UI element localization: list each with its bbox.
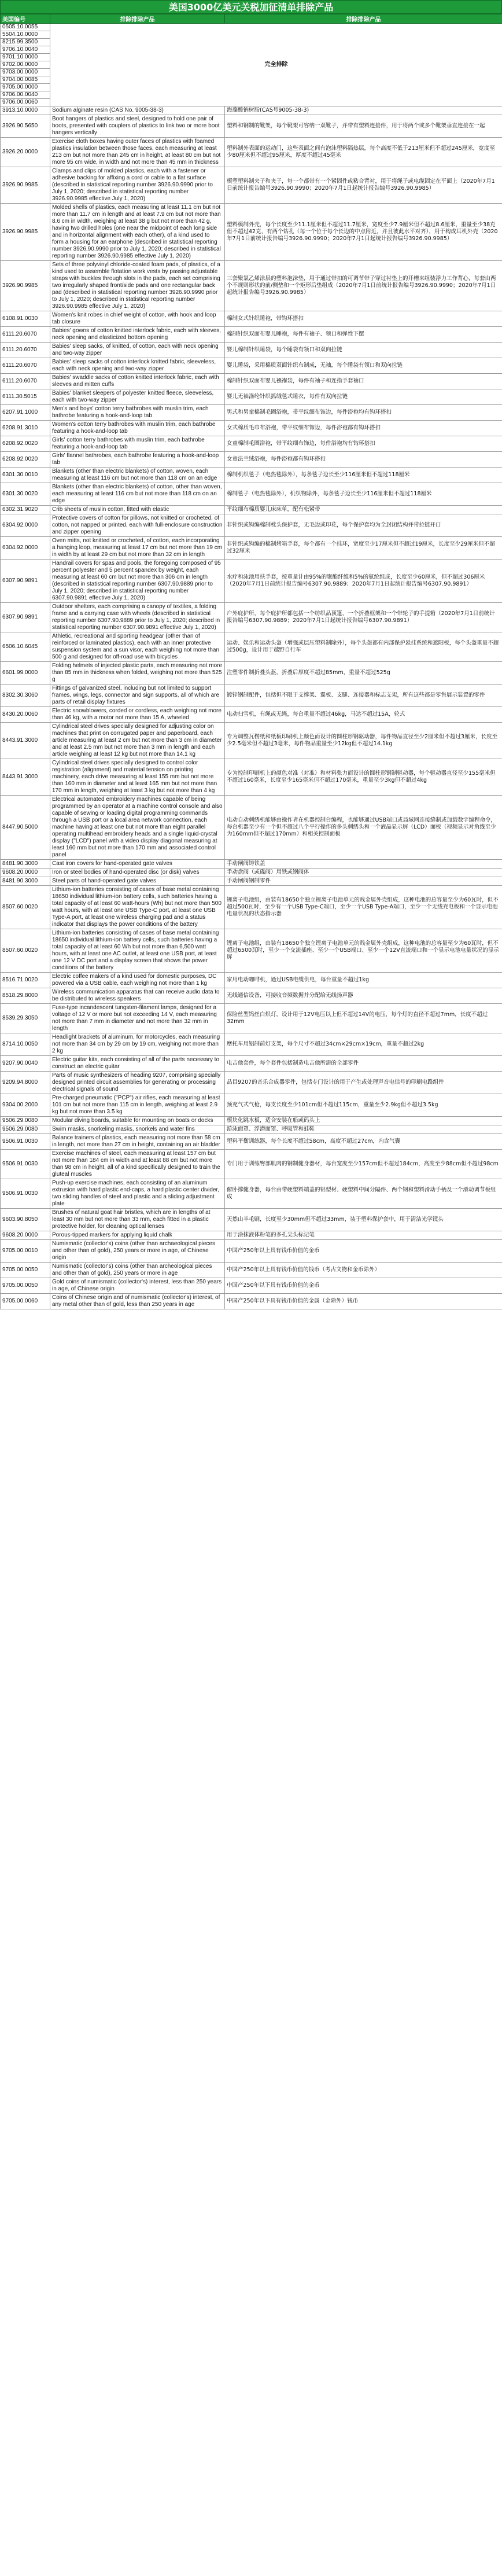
hs-code-cell: 8302.30.3060 — [1, 685, 50, 707]
table-row — [1, 1125, 502, 1134]
hs-code-cell: 9705.00.0000 — [1, 84, 50, 91]
chinese-description-cell: 棉制针织双面布婴儿睡袍，每件有袖子、领口和弹性下摆 — [225, 327, 502, 343]
chinese-description-cell: 中国产250年以下具有钱币价值的金币 — [225, 1278, 502, 1294]
table-row — [1, 514, 502, 537]
english-description-cell: Cast iron covers for hand-operated gate valves — [50, 860, 225, 869]
hs-code-cell: 6506.10.6045 — [1, 632, 50, 662]
hs-code-cell: 6601.99.0000 — [1, 662, 50, 685]
chinese-description-cell: 专为控制印刷机上的颜色对准（对准）和材料张力而设计的圆柱形钢制驱动器，每个驱动器直径至少155毫米但不超过160毫米，长度至少165毫米但不超过170毫米，重量至少3kg但不超过4kg — [225, 759, 502, 796]
table-row — [1, 723, 502, 759]
hs-code-cell: 3926.90.9985 — [1, 167, 50, 204]
table-row — [1, 483, 502, 506]
table-row — [1, 115, 502, 138]
hs-code-cell: 6301.30.0020 — [1, 483, 50, 506]
chinese-description-cell: 家用电动咖啡机，通过USB电缆供电，每台重量不超过1kg — [225, 973, 502, 988]
table-row — [1, 560, 502, 603]
english-description-cell: Outdoor shelters, each comprising a canopy of textiles, a folding frame and a carrying case with wheels (described in statistical reporting number 6307.90.9889 prior to July 1, 2020; described in statistical reporting number 6307.90.9891 effective July 1, 2020) — [50, 603, 225, 632]
chinese-description-cell: 电动自动刺绣机能够由操作者在机器控制台编程，也能够通过USB端口或局域网连接缝制或加载数字编程命令，每台机器至少有一个但不超过八个平行操作的多头刺绣头和一个液晶显示屏（LCD）面板（视频显示对角线至少为160mm但不超过170mm）和相关控制面板 — [225, 796, 502, 860]
table-row — [1, 1240, 502, 1263]
hs-code-cell: 6108.91.0030 — [1, 311, 50, 327]
english-description-cell: Girls' flannel bathrobes, each bathrobe featuring a hook-and-loop tab — [50, 452, 225, 468]
english-description-cell: Babies' blanket sleepers of polyester knitted fleece, sleeveless, each with two-way zipper — [50, 389, 225, 405]
hs-code-cell: 6111.20.6070 — [1, 374, 50, 389]
english-description-cell: Molded shells of plastics, each measuring at least 11.1 cm but not more than 11.7 cm in length and at least 7.9 cm but not more than 8.6 cm in width, weighing at least 38 g but not more than 42 g, having two drilled holes (one near the midpoint of each long side and in horizontal alignment with each other), of a kind used to form a housing for an earphone (described in statistical reporting number 3926.90.9990 prior to July 1, 2020; described in statistical reporting number 3926.90.9985 effective July 1, 2020) — [50, 204, 225, 261]
sheet-title: 美国3000亿美元关税加征清单排除产品 — [0, 0, 502, 14]
english-description-cell: Coins of Chinese origin and of numismatic (collector's) interest, of any metal other than of gold, less than 250 years in age — [50, 1294, 225, 1309]
table-row — [1, 452, 502, 468]
english-description-cell: Women's knit robes in chief weight of cotton, with hook and loop tab closure — [50, 311, 225, 327]
hs-code-cell: 9506.29.0080 — [1, 1125, 50, 1134]
table-row — [1, 421, 502, 436]
chinese-description-cell: 中国产250年以下具有钱币价值的金属（金除外）钱币 — [225, 1294, 502, 1309]
hs-code-cell: 6208.92.0020 — [1, 452, 50, 468]
table-row — [1, 327, 502, 343]
hs-code-cell: 3926.20.0000 — [1, 138, 50, 167]
chinese-description-cell: 塑料和钢制的靴架，每个靴架可容纳一双靴子，并带有塑料连接件，用于将两个或多个靴架垂直连接在一起 — [225, 115, 502, 138]
table-row — [1, 405, 502, 421]
chinese-description-cell: 专为调整瓦楞纸和纸板印刷机上颜色而设计的圆柱形钢驱动器，每件物品直径至少2厘米但不超过3厘米，长度至少2.5毫米但不超过3毫米，每件物品重量至少12kg但不超过14.1kg — [225, 723, 502, 759]
english-description-cell: Steel parts of hand-operated gate valves — [50, 877, 225, 886]
english-description-cell: Push-up exercise machines, each consisting of an aluminum extrusion with hard plastic end-caps, a hard plastic center divider, two sliding handles of steel and plastic and a sliding adjustment plate — [50, 1179, 225, 1209]
english-description-cell: Sets of three polyvinyl chloride-coated foam pads, of plastics, of a kind used to assemble flotation work vests by passing adjustable straps with buckles through slots in the pads, each set comprising two irregularly shaped front/side pads and one rectangular back pad (described in statistical reporting number 3926.90.9990 prior to July 1, 2020; described in statistical reporting number 3926.90.9985 effective July 1, 2020) — [50, 261, 225, 311]
chinese-description-cell: 婴儿无袖涤纶针织抓绒毯式睡衣，每件有双向拉链 — [225, 389, 502, 405]
english-description-cell: Babies' swaddle sacks of cotton knitted interlock fabric, each with sleeves and mitten cuffs — [50, 374, 225, 389]
table-row — [1, 389, 502, 405]
english-description-cell: Babies' sleep sacks, of knitted, of cotton, each with neck opening and two-way zipper — [50, 343, 225, 358]
hs-code-cell: 6304.92.0000 — [1, 514, 50, 537]
english-description-cell: Numismatic (collector's) coins (other than archeological pieces and other than of gold), 250 years or more in age — [50, 1263, 225, 1278]
english-description-cell: Crib sheets of muslin cotton, fitted with elastic — [50, 506, 225, 514]
hs-code-cell: 8430.20.0060 — [1, 707, 50, 723]
table-row — [1, 358, 502, 374]
chinese-description-cell: 俯卧撑健身器，每台由带硬塑料端盖的铝型材、硬塑料中间分隔件、两个钢和塑料滑动手柄及一个滑动调节板组成 — [225, 1179, 502, 1209]
english-description-cell: Fuse-type incandescent tungsten-filament lamps, designed for a voltage of 12 V or more but not exceeding 14 V, each measuring not more than 7 mm in diameter and not more than 32 mm in length — [50, 1004, 225, 1033]
hs-code-cell: 3913.10.0000 — [1, 106, 50, 115]
english-description-cell: Numismatic (collector's) coins (other than archaeological pieces and other than of gold), 250 years or more in age, of Chinese origin — [50, 1240, 225, 1263]
english-description-cell: Exercise cloth boxes having outer faces of plastics with foamed plastics insulation between those faces, each measuring at least 213 cm but not more than 245 cm in height, at least 80 cm but not more 95 cm wide, in width and not more than 45 mm in thickness — [50, 138, 225, 167]
english-description-cell: Exercise machines of steel, each measuring at least 157 cm but not more than 184 cm in width and at least 88 cm but not more than 98 cm in height, all of a kind specifically designed to train the gluteal muscles — [50, 1150, 225, 1179]
hs-code-cell: 9209.94.8000 — [1, 1072, 50, 1094]
english-description-cell: Swim masks, snorkeling masks, snorkels and water fins — [50, 1125, 225, 1134]
english-description-cell: Fittings of galvanized steel, including but not limited to support frames, wings, legs, connector and sign supports, all of which are parts of retail display fixtures — [50, 685, 225, 707]
hs-code-cell: 9706.00.0060 — [1, 99, 50, 106]
column-header-english: 排除排除产品 — [50, 14, 225, 24]
chinese-description-cell: 三套聚氯乙烯涂层的塑料泡沫垫，用于通过带扣的可调节带子穿过衬垫上的开槽来组装浮力工作背心，每套由两个不规则形状的前/侧垫和一个矩形后垫组成（2020年7月1日前统计报告编号3926.90.9990；2020年7月1日起统计报告编号3926.90.9985） — [225, 261, 502, 311]
hs-code-cell: 9608.20.0000 — [1, 1231, 50, 1240]
hs-code-cell: 6307.90.9891 — [1, 560, 50, 603]
hs-code-cell: 8516.71.0020 — [1, 973, 50, 988]
english-description-cell: Electric coffee makers of a kind used for domestic purposes, DC powered via a USB cable, each weighing not more than 1 kg — [50, 973, 225, 988]
chinese-description-cell: 保险丝型钨丝白炽灯，设计用于12V电压以上但不超过14V的电压，每个灯的直径不超过7mm，长度不超过32mm — [225, 1004, 502, 1033]
hs-code-cell: 9207.90.0040 — [1, 1056, 50, 1072]
hs-code-cell: 6111.20.6070 — [1, 343, 50, 358]
table-row — [1, 886, 502, 929]
chinese-description-cell: 锂离子电池组，由装有18650个独立锂离子电池单元的贱金属外壳组成，这种电池的总容量至少为60瓦时，但不超过6500瓦时，至少一个交流插座、至少一个USB端口、至少一个12V直流端口和一个显示电池电量状况的显示屏 — [225, 929, 502, 973]
hs-code-cell: 8714.10.0050 — [1, 1033, 50, 1056]
table-row — [1, 1056, 502, 1072]
chinese-description-cell: 游泳面罩、浮潜面罩、呼吸管和蛙鞋 — [225, 1125, 502, 1134]
english-description-cell: Men's and boys' cotton terry bathrobes with muslin trim, each bathrobe featuring a hook-and-loop tab — [50, 405, 225, 421]
table-row — [1, 929, 502, 973]
hs-code-cell: 8443.91.3000 — [1, 759, 50, 796]
chinese-description-cell: 注塑零件制折叠头盔，折叠后厚度不超过85mm，重量不超过525g — [225, 662, 502, 685]
table-row — [1, 167, 502, 204]
chinese-description-cell: 手动盘阀（或碟阀）用铁或钢阀体 — [225, 869, 502, 877]
chinese-description-cell: 镀锌钢制配件，包括但不限于支撑架、翼板、支腿、连接器和标志支架，所有这些都是零售展示装置的零件 — [225, 685, 502, 707]
table-row — [1, 988, 502, 1004]
hs-code-cell: 8518.29.8000 — [1, 988, 50, 1004]
table-row — [1, 537, 502, 560]
english-description-cell: Cylindrical steel drives specially designed for adjusting color on machines that print on corrugated paper and paperboard, each article measuring at least 2 cm but not more than 3 cm in diameter and at least 2.5 mm but not more than 3 mm in length and each article weighing at least 12 kg but not more than 14.1 kg — [50, 723, 225, 759]
english-description-cell: Boot hangers of plastics and steel, designed to hold one pair of boots, presented with couplers of plastics to link two or more boot hangers vertically — [50, 115, 225, 138]
english-description-cell: Electric snowblowers, corded or cordless, each weighing not more than 46 kg, with a motor not more than 15 A, wheeled — [50, 707, 225, 723]
column-header-chinese: 排除排除产品 — [225, 14, 502, 24]
chinese-description-cell: 模块化跳水板，适合安装在船或码头上 — [225, 1117, 502, 1125]
table-row — [1, 1294, 502, 1309]
merged-exclusion-cell: 完全排除 — [50, 24, 502, 106]
english-description-cell: Wireless communication apparatus that can receive audio data to be distributed to wireless speakers — [50, 988, 225, 1004]
table-row — [1, 877, 502, 886]
hs-code-cell: 9702.00.0000 — [1, 61, 50, 69]
chinese-description-cell: 塑料平衡训练器，每个长度不超过58cm，高度不超过27cm，内含气囊 — [225, 1134, 502, 1150]
table-row — [1, 1231, 502, 1240]
table-body — [1, 24, 502, 1309]
chinese-description-cell: 婴儿睡袋，采用棉质双面针织布制成，无袖，每个睡袋有领口和双向拉链 — [225, 358, 502, 374]
hs-code-cell: 9506.91.0030 — [1, 1134, 50, 1150]
table-row — [1, 506, 502, 514]
hs-code-cell: 6111.30.5015 — [1, 389, 50, 405]
chinese-description-cell: 棉制毯子（电热毯除外），机织物除外，每条毯子边长至少116厘米但不超过118厘米 — [225, 483, 502, 506]
hs-code-cell: 9608.20.0000 — [1, 869, 50, 877]
chinese-description-cell: 塑料模制外壳，每个长度至少11.1厘米但不超过11.7厘米，宽度至少7.9厘米但不超过8.6厘米，重量至少38克但不超过42克，有两个钻孔（每一个位于每个长边的中点附近，并且彼此水平对齐），用于构成耳机外壳（2020年7月1日前统计报告编号3926.90.9990；2020年7月1日起统计报告编号3926.90.9985） — [225, 204, 502, 261]
hs-code-cell: 8507.60.0020 — [1, 886, 50, 929]
table-row — [1, 343, 502, 358]
table-row — [1, 1209, 502, 1231]
hs-code-cell: 9705.00.0050 — [1, 1263, 50, 1278]
hs-code-cell: 6302.31.9020 — [1, 506, 50, 514]
hs-code-cell: 9304.00.2000 — [1, 1094, 50, 1117]
chinese-description-cell: 无线通信设备，可接收音频数据并分配给无线扬声器 — [225, 988, 502, 1004]
table-row — [1, 662, 502, 685]
chinese-description-cell: 模塑塑料制夹子和夹子，每一个都带有一个紧固件或粘合背衬，用于将绳子或电缆固定在平面上（2020年7月1日前统计报告编号3926.90.9990；2020年7月1日起统计报告编号3926.90.9985） — [225, 167, 502, 204]
hs-code-cell: 3926.90.9985 — [1, 204, 50, 261]
column-header-code: 美国编号 — [1, 14, 50, 24]
table-row — [1, 869, 502, 877]
hs-code-cell: 6111.20.6070 — [1, 327, 50, 343]
hs-code-cell: 3926.90.5650 — [1, 115, 50, 138]
hs-code-cell: 6304.92.0000 — [1, 537, 50, 560]
hs-code-cell: 8447.90.5000 — [1, 796, 50, 860]
chinese-description-cell: 海藻酸钠树脂(CAS号9005-38-3) — [225, 106, 502, 115]
hs-code-cell: 9506.29.0080 — [1, 1117, 50, 1125]
english-description-cell: Oven mitts, not knitted or crocheted, of cotton, each incorporating a hanging loop, measuring at least 17 cm but not more than 19 cm in width by at least 29 cm but not more than 32 cm in length — [50, 537, 225, 560]
table-row — [1, 261, 502, 311]
chinese-description-cell: 摩托车用铝制前灯支架，每个尺寸不超过34cm×29cm×19cm，重量不超过2kg — [225, 1033, 502, 1056]
english-description-cell: Lithium-ion batteries consisting of cases of base metal containing 18650 individual lithium-ion battery cells, such batteries having a total capacity of at least 60 Wh but not more than 6,500 watt hours, with at least one AC outlet, at least one USB port, at least one 12 V DC port and a display screen that shows the power conditions of the battery — [50, 929, 225, 973]
english-description-cell: Girls' cotton terry bathrobes with muslin trim, each bathrobe featuring a hook-and-loop tab — [50, 436, 225, 452]
table-row — [1, 1033, 502, 1056]
table-row — [1, 1117, 502, 1125]
english-description-cell: Cylindrical steel drives specially designed to control color registration (alignment) and material tension on printing machinery, each drive measuring at least 155 mm but not more than 160 mm in diameter and at least 165 mm but not more than 170 mm in length, weighing at least 3 kg but not more than 4 kg — [50, 759, 225, 796]
chinese-description-cell: 锂离子电池组，由装有18650个独立锂离子电池单元的贱金属外壳组成，这种电池的总容量至少为60瓦时，但不超过500瓦时，至少有一个USB Type-C端口，至少一个USB Type-A端口，至少一个无线充电板和一个显示电池电量状况的状态指示器 — [225, 886, 502, 929]
hs-code-cell: 8215.99.3500 — [1, 39, 50, 46]
english-description-cell: Clamps and clips of molded plastics, each with a fastener or adhesive backing for affixing a cord or cable to a flat surface (described in statistical reporting number 3926.90.9990 prior to July 1, 2020; described in statistical reporting number 3926.90.9985 effective July 1, 2020) — [50, 167, 225, 204]
hs-code-cell: 9705.00.0010 — [1, 1240, 50, 1263]
table-row — [1, 1072, 502, 1094]
chinese-description-cell: 塑料制外表面的运动门，这些表面之间有泡沫塑料隔热层，每个高度不低于213厘米但不超过245厘米，宽度至少80厘米但不超过95厘米，厚度不超过45毫米 — [225, 138, 502, 167]
table-row — [1, 436, 502, 452]
chinese-description-cell: 品目9207的音乐合成器零件，包括专门设计的用于产生或处理声音电信号的印刷电路组件 — [225, 1072, 502, 1094]
english-description-cell: Protective covers of cotton for pillows, not knitted or crocheted, of cotton, not napped or printed, each with full-enclosure construction and zipper opening — [50, 514, 225, 537]
chinese-description-cell: 户外庇护所，每个庇护所都包括一个纺织品顶篷、一个折叠框架和一个带轮子的手提箱（2020年7月1日前统计报告编号6307.90.9889；2020年7月1日起统计报告编号6307.90.9891） — [225, 603, 502, 632]
hs-code-cell: 6208.92.0020 — [1, 436, 50, 452]
chinese-description-cell: 手动闸阀钢制零件 — [225, 877, 502, 886]
chinese-description-cell: 用于涂抹液体粉笔的多孔尖头标记笔 — [225, 1231, 502, 1240]
table-row — [1, 374, 502, 389]
english-description-cell: Lithium-ion batteries consisting of cases of base metal containing 18650 individual lithium-ion battery cells, such batteries having a total capacity of at least 60 watt-hours (Wh) but not more than 500 watt hours, with at least one USB Type-C port, at least one USB Type-A port, at least one wireless charging pad and a status indicator that displays the power conditions of the battery — [50, 886, 225, 929]
table-row — [1, 24, 502, 31]
table-row — [1, 603, 502, 632]
english-description-cell: Women's cotton terry bathrobes with muslin trim, each bathrobe featuring a hook-and-loop tab — [50, 421, 225, 436]
hs-code-cell: 0505.10.0055 — [1, 24, 50, 31]
chinese-description-cell: 专门用于训练臀部肌肉的钢制健身器材，每台宽度至少157cm但不超过184cm，高度至少88cm但不超过98cm — [225, 1150, 502, 1179]
english-description-cell: Porous-tipped markers for applying liquid chalk — [50, 1231, 225, 1240]
table-row — [1, 1150, 502, 1179]
table-row — [1, 973, 502, 988]
english-description-cell: Blankets (other than electric blankets) of cotton, woven, each measuring at least 116 cm but not more than 118 cm on an edge — [50, 468, 225, 483]
hs-code-cell: 9706.10.0040 — [1, 46, 50, 54]
table-row — [1, 1179, 502, 1209]
hs-code-cell: 8481.90.3000 — [1, 877, 50, 886]
chinese-description-cell: 手动闸阀铸铁盖 — [225, 860, 502, 869]
table-row — [1, 860, 502, 869]
english-description-cell: Headlight brackets of aluminum, for motorcycles, each measuring not more than 34 cm by 29 cm by 19 cm, weighing not more than 2 kg — [50, 1033, 225, 1056]
chinese-description-cell: 棉制机织毯子（电热毯除外），每条毯子边长至少116厘米但不超过118厘米 — [225, 468, 502, 483]
english-description-cell: Electrical automated embroidery machines capable of being programmed by an operator at a machine control console and also capable of sewing or loading digital programming commands through a USB port or a local area network connection, each machine having at least one but not more than eight parallel operating multihead embroidery heads and a single liquid-crystal display ("LCD") panel with a video display diagonal measuring at least 160 mm but not more than 170 mm and associated control panel — [50, 796, 225, 860]
table-row — [1, 796, 502, 860]
chinese-description-cell: 婴儿棉制针织睡袋，每个睡袋有领口和双向拉链 — [225, 343, 502, 358]
table-row — [1, 685, 502, 707]
english-description-cell: Babies' gowns of cotton knitted interlock fabric, each with sleeves, neck opening and elasticized bottom opening — [50, 327, 225, 343]
chinese-description-cell: 男式和男童棉制毛圈浴袍，带平纹细布饰边，每件浴袍均有钩环搭扣 — [225, 405, 502, 421]
hs-code-cell: 9705.00.0060 — [1, 1294, 50, 1309]
hs-code-cell: 3926.90.9985 — [1, 261, 50, 311]
chinese-description-cell: 天然山羊毛刷，长度至少30mm但不超过33mm，装于塑料保护套中，用于清洁光学镜头 — [225, 1209, 502, 1231]
chinese-description-cell: 平纹细布棉质婴儿床床单，配有松紧带 — [225, 506, 502, 514]
chinese-description-cell: 水疗和泳池用扶手套，按重量计由95%的聚酯纤维和5%的氨纶组成，长度至少60厘米，但不超过306厘米（2020年7月1日前统计报告编号6307.90.9889；2020年7月1日起统计报告编号6307.90.9891） — [225, 560, 502, 603]
chinese-description-cell: 运动、娱乐和运动头盔（增强或层压塑料制除外），每个头盔都有内部保护悬挂系统和遮阳板，每个头盔重量不超过500g，设计用于越野自行车 — [225, 632, 502, 662]
hs-code-cell: 6307.90.9891 — [1, 603, 50, 632]
chinese-description-cell: 电动扫雪机，有绳或无绳，每台重量不超过46kg，马达不超过15A，轮式 — [225, 707, 502, 723]
table-row — [1, 759, 502, 796]
english-description-cell: Handrail covers for spas and pools, the foregoing composed of 95 percent polyester and 5 percent spandex by weight, each measuring at least 60 cm but not more than 306 cm in length (described in statistical reporting number 6307.90.9889 prior to July 1, 2020; described in statistical reporting number 6307.90.9891 effective July 1, 2020) — [50, 560, 225, 603]
hs-code-cell: 8507.60.0020 — [1, 929, 50, 973]
chinese-description-cell: 非针织或钩编的棉制烤箱手套，每个都有一个挂环，宽度至少17厘米但不超过19厘米，长度至少29厘米但不超过32厘米 — [225, 537, 502, 560]
table-row — [1, 1004, 502, 1033]
english-description-cell: Iron or steel bodies of hand-operated disc (or disk) valves — [50, 869, 225, 877]
table-row — [1, 106, 502, 115]
hs-code-cell: 6208.91.3010 — [1, 421, 50, 436]
hs-code-cell: 9703.00.0000 — [1, 69, 50, 76]
hs-code-cell: 9506.91.0030 — [1, 1179, 50, 1209]
table-row — [1, 632, 502, 662]
chinese-description-cell: 女式棉质毛巾布浴袍，带平纹细布饰边，每件浴袍都有钩环搭扣 — [225, 421, 502, 436]
hs-code-cell: 6207.91.1000 — [1, 405, 50, 421]
table-row — [1, 311, 502, 327]
table-row — [1, 707, 502, 723]
hs-code-cell: 8539.29.3050 — [1, 1004, 50, 1033]
chinese-description-cell: 电吉他套件，每个套件包括制造电吉他所需的全部零件 — [225, 1056, 502, 1072]
hs-code-cell: 8481.90.3000 — [1, 860, 50, 869]
chinese-description-cell: 中国产250年以上具有钱币价值的金币 — [225, 1240, 502, 1263]
english-description-cell: Folding helmets of injected plastic parts, each measuring not more than 85 mm in thickness when folded, weighing not more than 525 g — [50, 662, 225, 685]
table-row — [1, 204, 502, 261]
hs-code-cell: 9603.90.8050 — [1, 1209, 50, 1231]
table-row — [1, 138, 502, 167]
english-description-cell: Babies' sleep sacks of cotton interlock knitted fabric, sleeveless, each with neck opening and two-way zipper — [50, 358, 225, 374]
english-description-cell: Pre-charged pneumatic ("PCP") air rifles, each measuring at least 101 cm but not more than 115 cm in length, weighing at least 2.9 kg but not more than 3.5 kg — [50, 1094, 225, 1117]
hs-code-cell: 9704.00.0085 — [1, 76, 50, 84]
english-description-cell: Electric guitar kits, each consisting of all of the parts necessary to construct an electric guitar — [50, 1056, 225, 1072]
english-description-cell: Brushes of natural goat hair bristles, which are in lengths of at least 30 mm but not more than 33 mm, each fitted in a plastic protective holder, for cleaning optical lenses — [50, 1209, 225, 1231]
table-row — [1, 1278, 502, 1294]
table-row — [1, 468, 502, 483]
hs-code-cell: 6301.30.0010 — [1, 468, 50, 483]
english-description-cell: Modular diving boards, suitable for mounting on boats or docks — [50, 1117, 225, 1125]
table-row — [1, 1094, 502, 1117]
english-description-cell: Blankets (other than electric blankets) of cotton, other than woven, each measuring at least 116 cm but not more than 118 cm on an edge — [50, 483, 225, 506]
english-description-cell: Parts of music synthesizers of heading 9207, comprising specially designed printed circuit assemblies for generating or processing electrical signals of sound — [50, 1072, 225, 1094]
chinese-description-cell: 非针织或钩编棉制枕头保护套，无毛边或印花，每个保护套均为全封闭结构并带拉链开口 — [225, 514, 502, 537]
chinese-description-cell: 棉制女式针织睡袍，带钩环搭扣 — [225, 311, 502, 327]
hs-code-cell: 9506.91.0030 — [1, 1150, 50, 1179]
table-row — [1, 1134, 502, 1150]
english-description-cell: Athletic, recreational and sporting headgear (other than of reinforced or laminated plastics), each with an inner protective suspension system and a sun visor, each weighing not more than 500 g and designed for off-road use with bicycles — [50, 632, 225, 662]
english-description-cell: Balance trainers of plastics, each measuring not more than 58 cm in length, not more than 27 cm in height, containing an air bladder — [50, 1134, 225, 1150]
hs-code-cell: 6111.20.6070 — [1, 358, 50, 374]
hs-code-cell: 9705.00.0050 — [1, 1278, 50, 1294]
header-row — [1, 14, 502, 24]
english-description-cell: Gold coins of numismatic (collector's) interest, less than 250 years in age, of Chinese origin — [50, 1278, 225, 1294]
hs-code-cell: 5504.10.0000 — [1, 31, 50, 39]
hs-code-cell: 8443.91.3000 — [1, 723, 50, 759]
chinese-description-cell: 预充气式气枪，每支长度至少101cm但不超过115cm，重量至少2.9kg但不超过3.5kg — [225, 1094, 502, 1117]
hs-code-cell: 9701.10.0000 — [1, 54, 50, 61]
chinese-description-cell: 棉制针织双面布婴儿襁褓袋，每件有袖子和连指手套袖口 — [225, 374, 502, 389]
exclusion-table — [0, 14, 502, 1309]
chinese-description-cell: 女童法兰绒浴袍，每件浴袍都有钩环搭扣 — [225, 452, 502, 468]
hs-code-cell: 9706.00.0040 — [1, 91, 50, 99]
chinese-description-cell: 中国产250年以上具有钱币价值的钱币（考古文物和金币除外） — [225, 1263, 502, 1278]
chinese-description-cell: 女童棉制毛圈浴袍，带平纹细布饰边，每件浴袍均有钩环搭扣 — [225, 436, 502, 452]
english-description-cell: Sodium alginate resin (CAS No. 9005-38-3) — [50, 106, 225, 115]
table-row — [1, 1263, 502, 1278]
